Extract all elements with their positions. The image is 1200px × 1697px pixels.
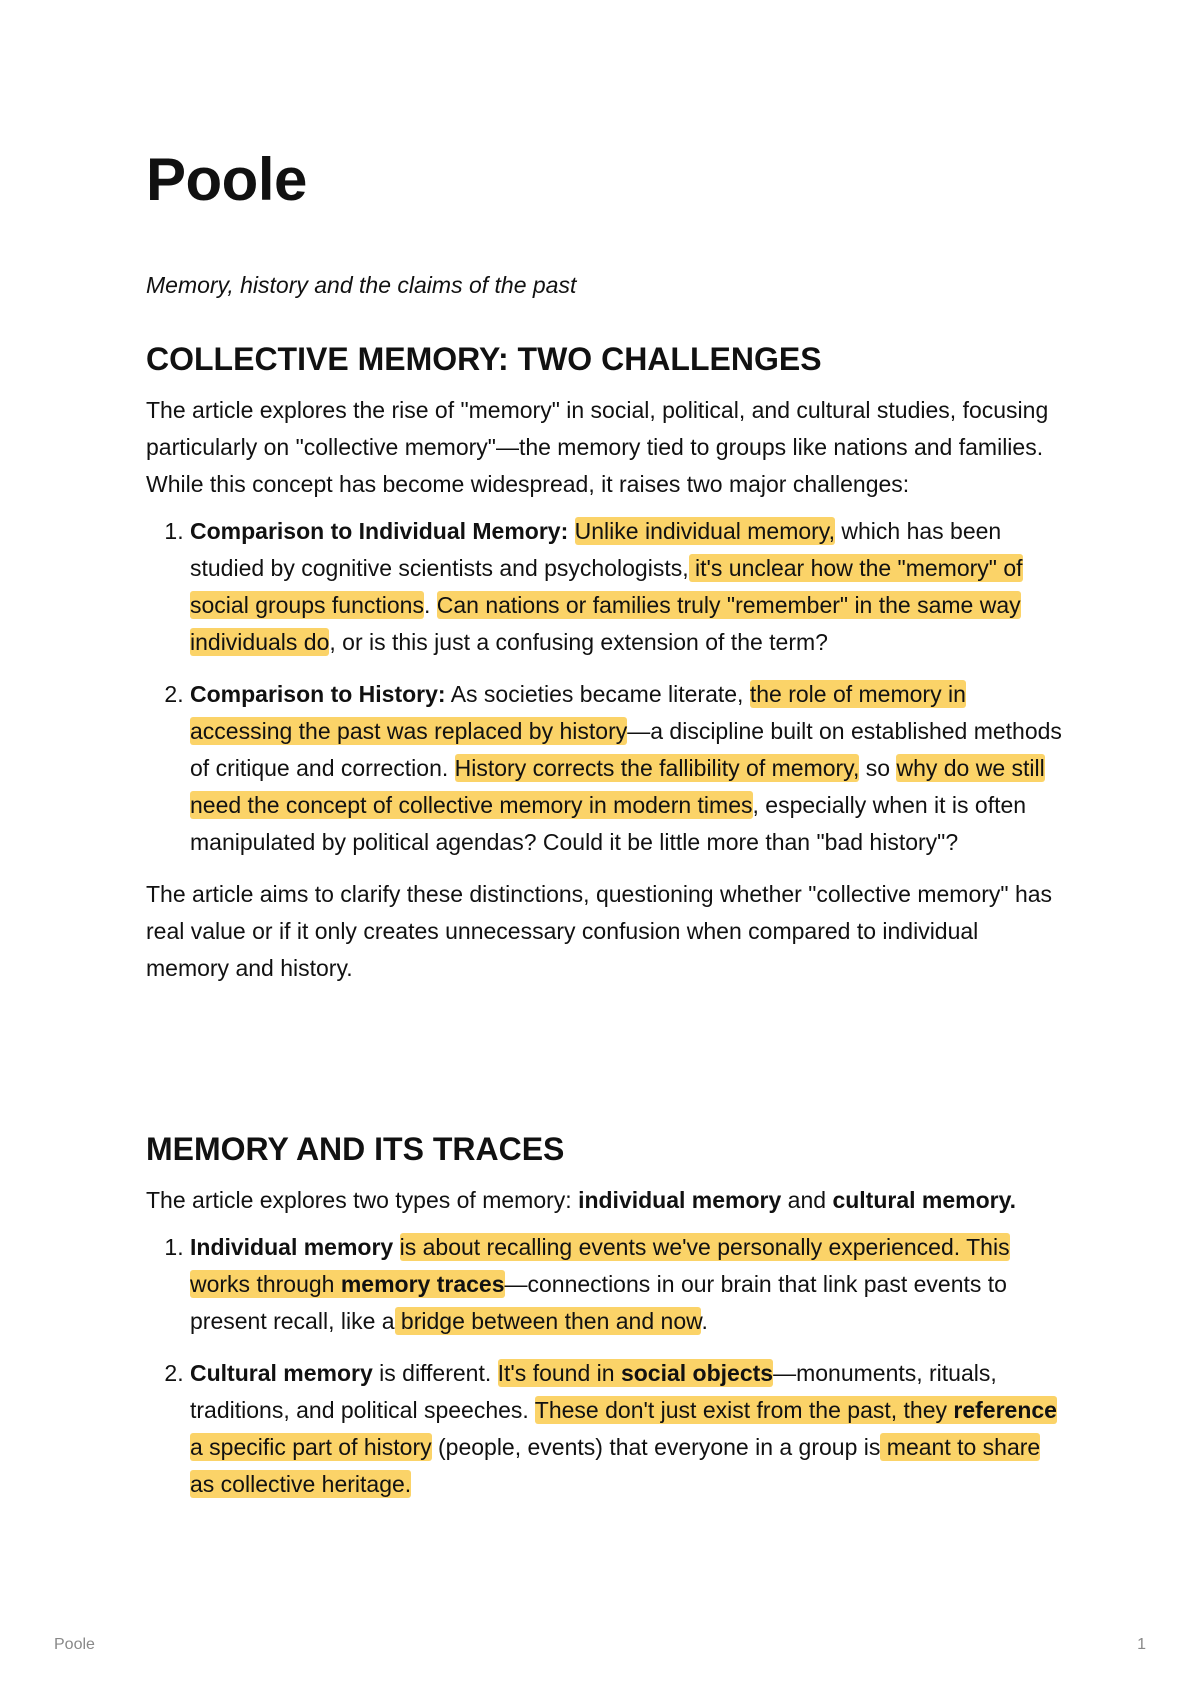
- intro-text: The article explores two types of memory:: [146, 1187, 579, 1214]
- list-item: [190, 676, 1066, 861]
- item-text: which has been studied by cognitive scientists and psychologists,: [190, 518, 1002, 582]
- highlight: the role of memory in accessing the past was replaced by history: [190, 681, 966, 745]
- item-text: so: [859, 755, 897, 782]
- item-text: As societies became literate,: [445, 681, 750, 708]
- document-subtitle: Memory, history and the claims of the past: [146, 272, 577, 298]
- item-text: [568, 518, 574, 544]
- highlight: Can nations or families truly "remember" in the same way individuals do: [190, 592, 1021, 656]
- document-title: Poole: [146, 146, 307, 213]
- intro-bold: individual memory: [578, 1187, 782, 1214]
- highlight-bold: memory traces: [340, 1271, 505, 1298]
- section-heading: MEMORY AND ITS TRACES: [146, 1131, 565, 1167]
- highlight-bold: social objects: [620, 1360, 774, 1387]
- list-item: [190, 1229, 1066, 1340]
- item-label: Comparison to Individual Memory:: [190, 518, 569, 545]
- highlight: [498, 1359, 773, 1387]
- intro-bold: cultural memory.: [832, 1187, 1017, 1214]
- item-text: is different.: [372, 1360, 498, 1387]
- item-label: Comparison to History:: [190, 681, 446, 708]
- section-heading: COLLECTIVE MEMORY: TWO CHALLENGES: [146, 341, 822, 377]
- highlight: meant to share as collective heritage.: [190, 1434, 1041, 1498]
- item-text: , or is this just a confusing extension of the term?: [329, 629, 828, 656]
- highlight-text: a specific part of history: [190, 1434, 432, 1461]
- highlight-bold: reference: [953, 1397, 1057, 1424]
- highlight-text: It's found in: [497, 1360, 621, 1387]
- section-collective-memory: [146, 340, 1066, 997]
- item-label: Individual memory: [190, 1234, 394, 1261]
- list-item: [190, 1355, 1066, 1503]
- highlight-text: is about recalling events we've personally experienced. This works through: [190, 1234, 1010, 1298]
- item-label: Cultural memory: [190, 1360, 373, 1387]
- section-memory-traces: [146, 1130, 1066, 1518]
- highlight-text: These don't just exist from the past, they: [534, 1397, 954, 1424]
- item-text: —connections in our brain that link past events to present recall, like a: [190, 1271, 1007, 1335]
- item-text: , especially when it is often manipulated by political agendas? Could it be little more than "bad history"?: [190, 792, 1027, 856]
- highlight: why do we still need the concept of collective memory in modern times: [190, 755, 1045, 819]
- highlight: it's unclear how the "memory" of social groups functions: [190, 555, 1023, 619]
- highlight: bridge between then and now: [394, 1308, 702, 1335]
- item-text: —a discipline built on established methods of critique and correction.: [190, 718, 1062, 782]
- section-outro: The article aims to clarify these distinctions, questioning whether "collective memory" has real value or if it only creates unnecessary confusion when compared to individual memory and history.: [146, 881, 1053, 982]
- highlight: History corrects the fallibility of memory,: [454, 755, 860, 782]
- intro-text: and: [781, 1187, 833, 1214]
- item-text: .: [701, 1308, 708, 1335]
- highlight: Unlike individual memory,: [574, 518, 835, 545]
- item-text: .: [423, 592, 437, 619]
- challenge-list: [146, 513, 1066, 861]
- section-intro: [146, 1182, 1066, 1219]
- item-text: (people, events) that everyone in a group is: [431, 1434, 881, 1461]
- footer-page-number: 1: [1137, 1636, 1146, 1653]
- list-item: [190, 513, 1066, 661]
- memory-types-list: [146, 1229, 1066, 1503]
- section-intro: The article explores the rise of "memory" in social, political, and cultural studies, focusing particularly on "collective memory"—the memory tied to groups like nations and families. While this concept has become widespread, it raises two major challenges:: [146, 397, 1049, 498]
- item-text: —monuments, rituals, traditions, and political speeches.: [190, 1360, 997, 1424]
- footer-document-name: Poole: [54, 1636, 95, 1653]
